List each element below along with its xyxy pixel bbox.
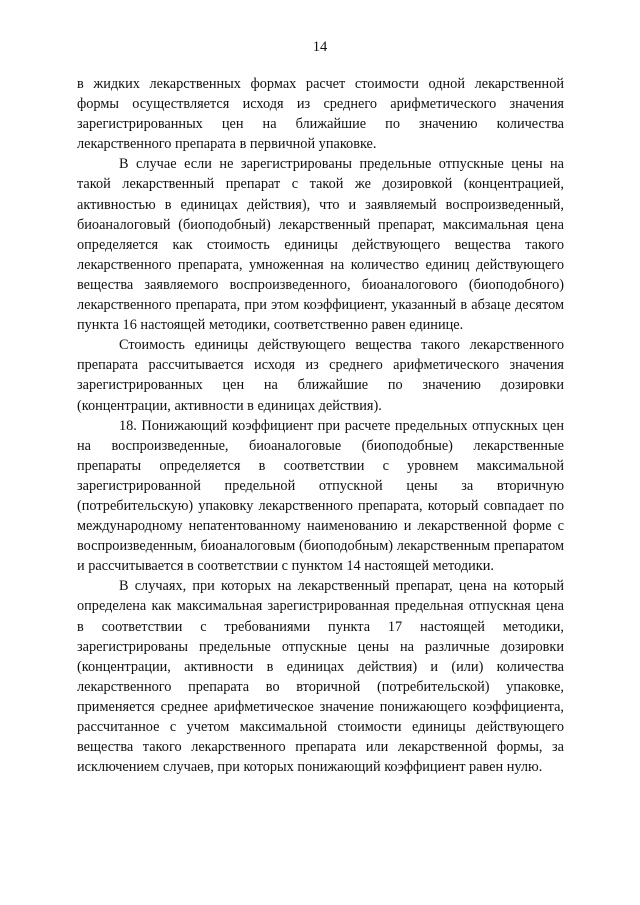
document-body [77, 74, 564, 777]
paragraph-item-18: 18. Понижающий коэффициент при расчете предельных отпускных цен на воспроизведенные, биоаналоговые (биоподобные) лекарственные препараты определяется в соответствии с уровнем максимальной зарегистрированной предельной отпускной цены за вторичную (потребительскую) упаковку лекарственного препарата, который совпадает по международному непатентованному наименованию и лекарственной форме с воспроизведенным, биоаналоговым (биоподобным) лекарственным препаратом и рассчитывается в соответствии с пунктом 14 настоящей методики. [77, 417, 564, 575]
paragraph-unit-cost: Стоимость единицы действующего вещества такого лекарственного препарата рассчитывается исходя из среднего арифметического значения зарегистрированных цен на ближайшие по значению дозировки (концентрации, активности в единицах действия). [77, 337, 564, 414]
page-number: 14 [312, 39, 328, 55]
paragraph-continuation: в жидких лекарственных формах расчет стоимости одной лекарственной формы осуществляется исходя из среднего арифметического значения зарегистрированных цен на ближайшие по значению количества лекарственного препарата в первичной упаковке. [77, 76, 564, 153]
paragraph-unregistered-prices: В случае если не зарегистрированы предельные отпускные цены на такой лекарственный препарат с такой же дозировкой (концентрацией, активностью в единицах действия), что и заявляемый воспроизведенный, биоаналоговый (биоподобный) лекарственный препарат, максимальная цена определяется как стоимость единицы действующего вещества такого лекарственного препарата, умноженная на количество единиц действующего вещества заявляемого воспроизведенного, биоаналогового (биоподобного) лекарственного препарата, при этом коэффициент, указанный в абзаце десятом пункта 16 настоящей методики, соответственно равен единице. [77, 156, 564, 334]
paragraph-average-coefficient: В случаях, при которых на лекарственный препарат, цена на который определена как максимальная зарегистрированная предельная отпускная цена в соответствии с требованиями пункта 17 настоящей методики, зарегистрированы предельные отпускные цены на различные дозировки (концентрации, активности в единицах действия) и (или) количества лекарственного препарата во вторичной (потребительской) упаковке, применяется среднее арифметическое значение понижающего коэффициента, рассчитанное с учетом максимальной стоимости единицы действующего вещества такого лекарственного препарата или лекарственной формы, за исключением случаев, при которых понижающий коэффициент равен нулю. [77, 578, 564, 776]
